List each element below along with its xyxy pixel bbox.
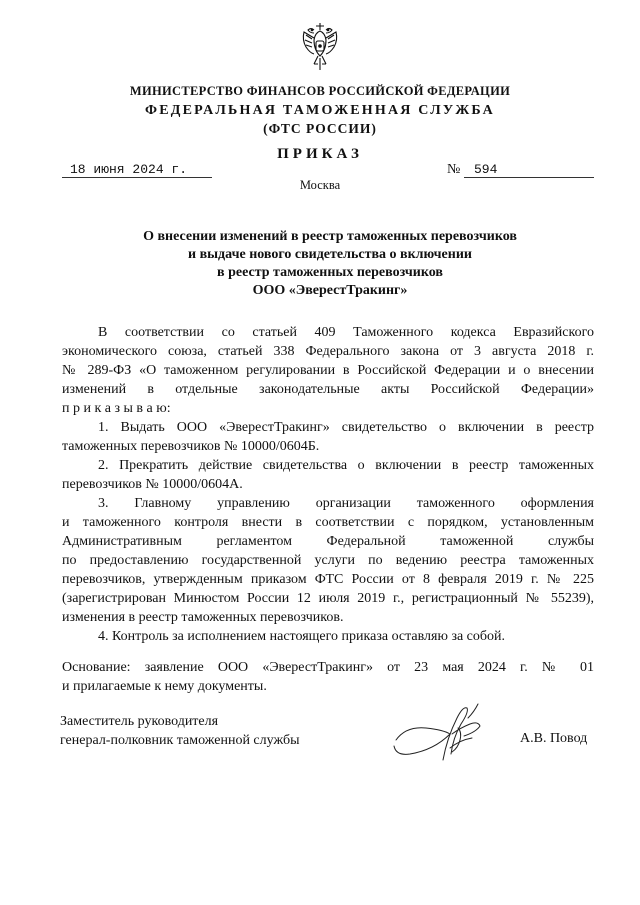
item-1-line: таможенных перевозчиков № 10000/0604Б. — [62, 439, 320, 454]
preamble-line: экономического союза, статьей 338 Федерального закона от 3 августа 2018 г. — [62, 344, 594, 359]
document-type: ПРИКАЗ — [277, 146, 363, 162]
basis-line: Основание: заявление ООО «ЭверестТракинг» от 23 мая 2024 г. № 01 — [62, 660, 594, 675]
subject-line: в реестр таможенных перевозчиков — [217, 265, 443, 280]
order-subject — [60, 228, 600, 300]
number-sign: № — [447, 162, 461, 177]
item-3-line: и таможенного контроля внести в соответствии с порядком, установленным — [62, 515, 594, 530]
coat-of-arms-icon — [300, 22, 340, 84]
basis-line: и прилагаемые к нему документы. — [62, 679, 267, 694]
city: Москва — [299, 178, 341, 192]
signer-position-line: генерал-полковник таможенной службы — [60, 733, 300, 748]
item-3-line: по предоставлению государственной услуги по ведению реестра таможенных — [62, 553, 594, 568]
item-3-line: 3. Главному управлению организации таможенного оформления — [98, 496, 594, 511]
preamble-line: № 289-ФЗ «О таможенном регулировании в Российской Федерации и о внесении — [62, 363, 594, 378]
service-name: ФЕДЕРАЛЬНАЯ ТАМОЖЕННАЯ СЛУЖБА — [145, 103, 495, 118]
order-number: 594 — [474, 162, 498, 177]
subject-line: О внесении изменений в реестр таможенных перевозчиков — [143, 229, 517, 244]
item-3-line: Административным регламентом Федеральной таможенной службы — [62, 534, 594, 549]
subject-line: ООО «ЭверестТракинг» — [252, 283, 408, 298]
item-1-line: 1. Выдать ООО «ЭверестТракинг» свидетельство о включении в реестр — [98, 420, 594, 435]
item-3-line: изменения в реестр таможенных перевозчиков. — [62, 610, 344, 625]
item-2-line: 2. Прекратить действие свидетельства о включении в реестр таможенных — [98, 458, 594, 473]
signer-position — [60, 712, 299, 750]
item-4-line: 4. Контроль за исполнением настоящего приказа оставляю за собой. — [98, 629, 506, 644]
signer-name: А.В. Повод — [520, 731, 588, 746]
order-body — [62, 323, 594, 696]
order-date: 18 июня 2024 г. — [70, 162, 188, 177]
item-2-line: перевозчиков № 10000/0604А. — [62, 477, 243, 492]
subject-line: и выдаче нового свидетельства о включении — [188, 247, 472, 262]
signer-position-line: Заместитель руководителя — [60, 714, 219, 729]
handwritten-signature-icon — [388, 700, 498, 770]
preamble-line: изменений в отдельные законодательные акты Российской Федерации» — [62, 382, 594, 397]
item-3-line: перевозчиков, утвержденным приказом ФТС России от 8 февраля 2019 г. № 225 — [62, 572, 594, 587]
service-abbreviation: (ФТС РОССИИ) — [263, 121, 377, 136]
ministry-name: МИНИСТЕРСТВО ФИНАНСОВ РОССИЙСКОЙ ФЕДЕРАЦИИ — [129, 84, 511, 98]
order-verb: п р и к а з ы в а ю: — [62, 401, 171, 416]
item-3-line: (зарегистрирован Минюстом России 12 июля 2019 г., регистрационный № 55239), — [62, 591, 594, 606]
preamble-line: В соответствии со статьей 409 Таможенного кодекса Евразийского — [98, 325, 594, 340]
